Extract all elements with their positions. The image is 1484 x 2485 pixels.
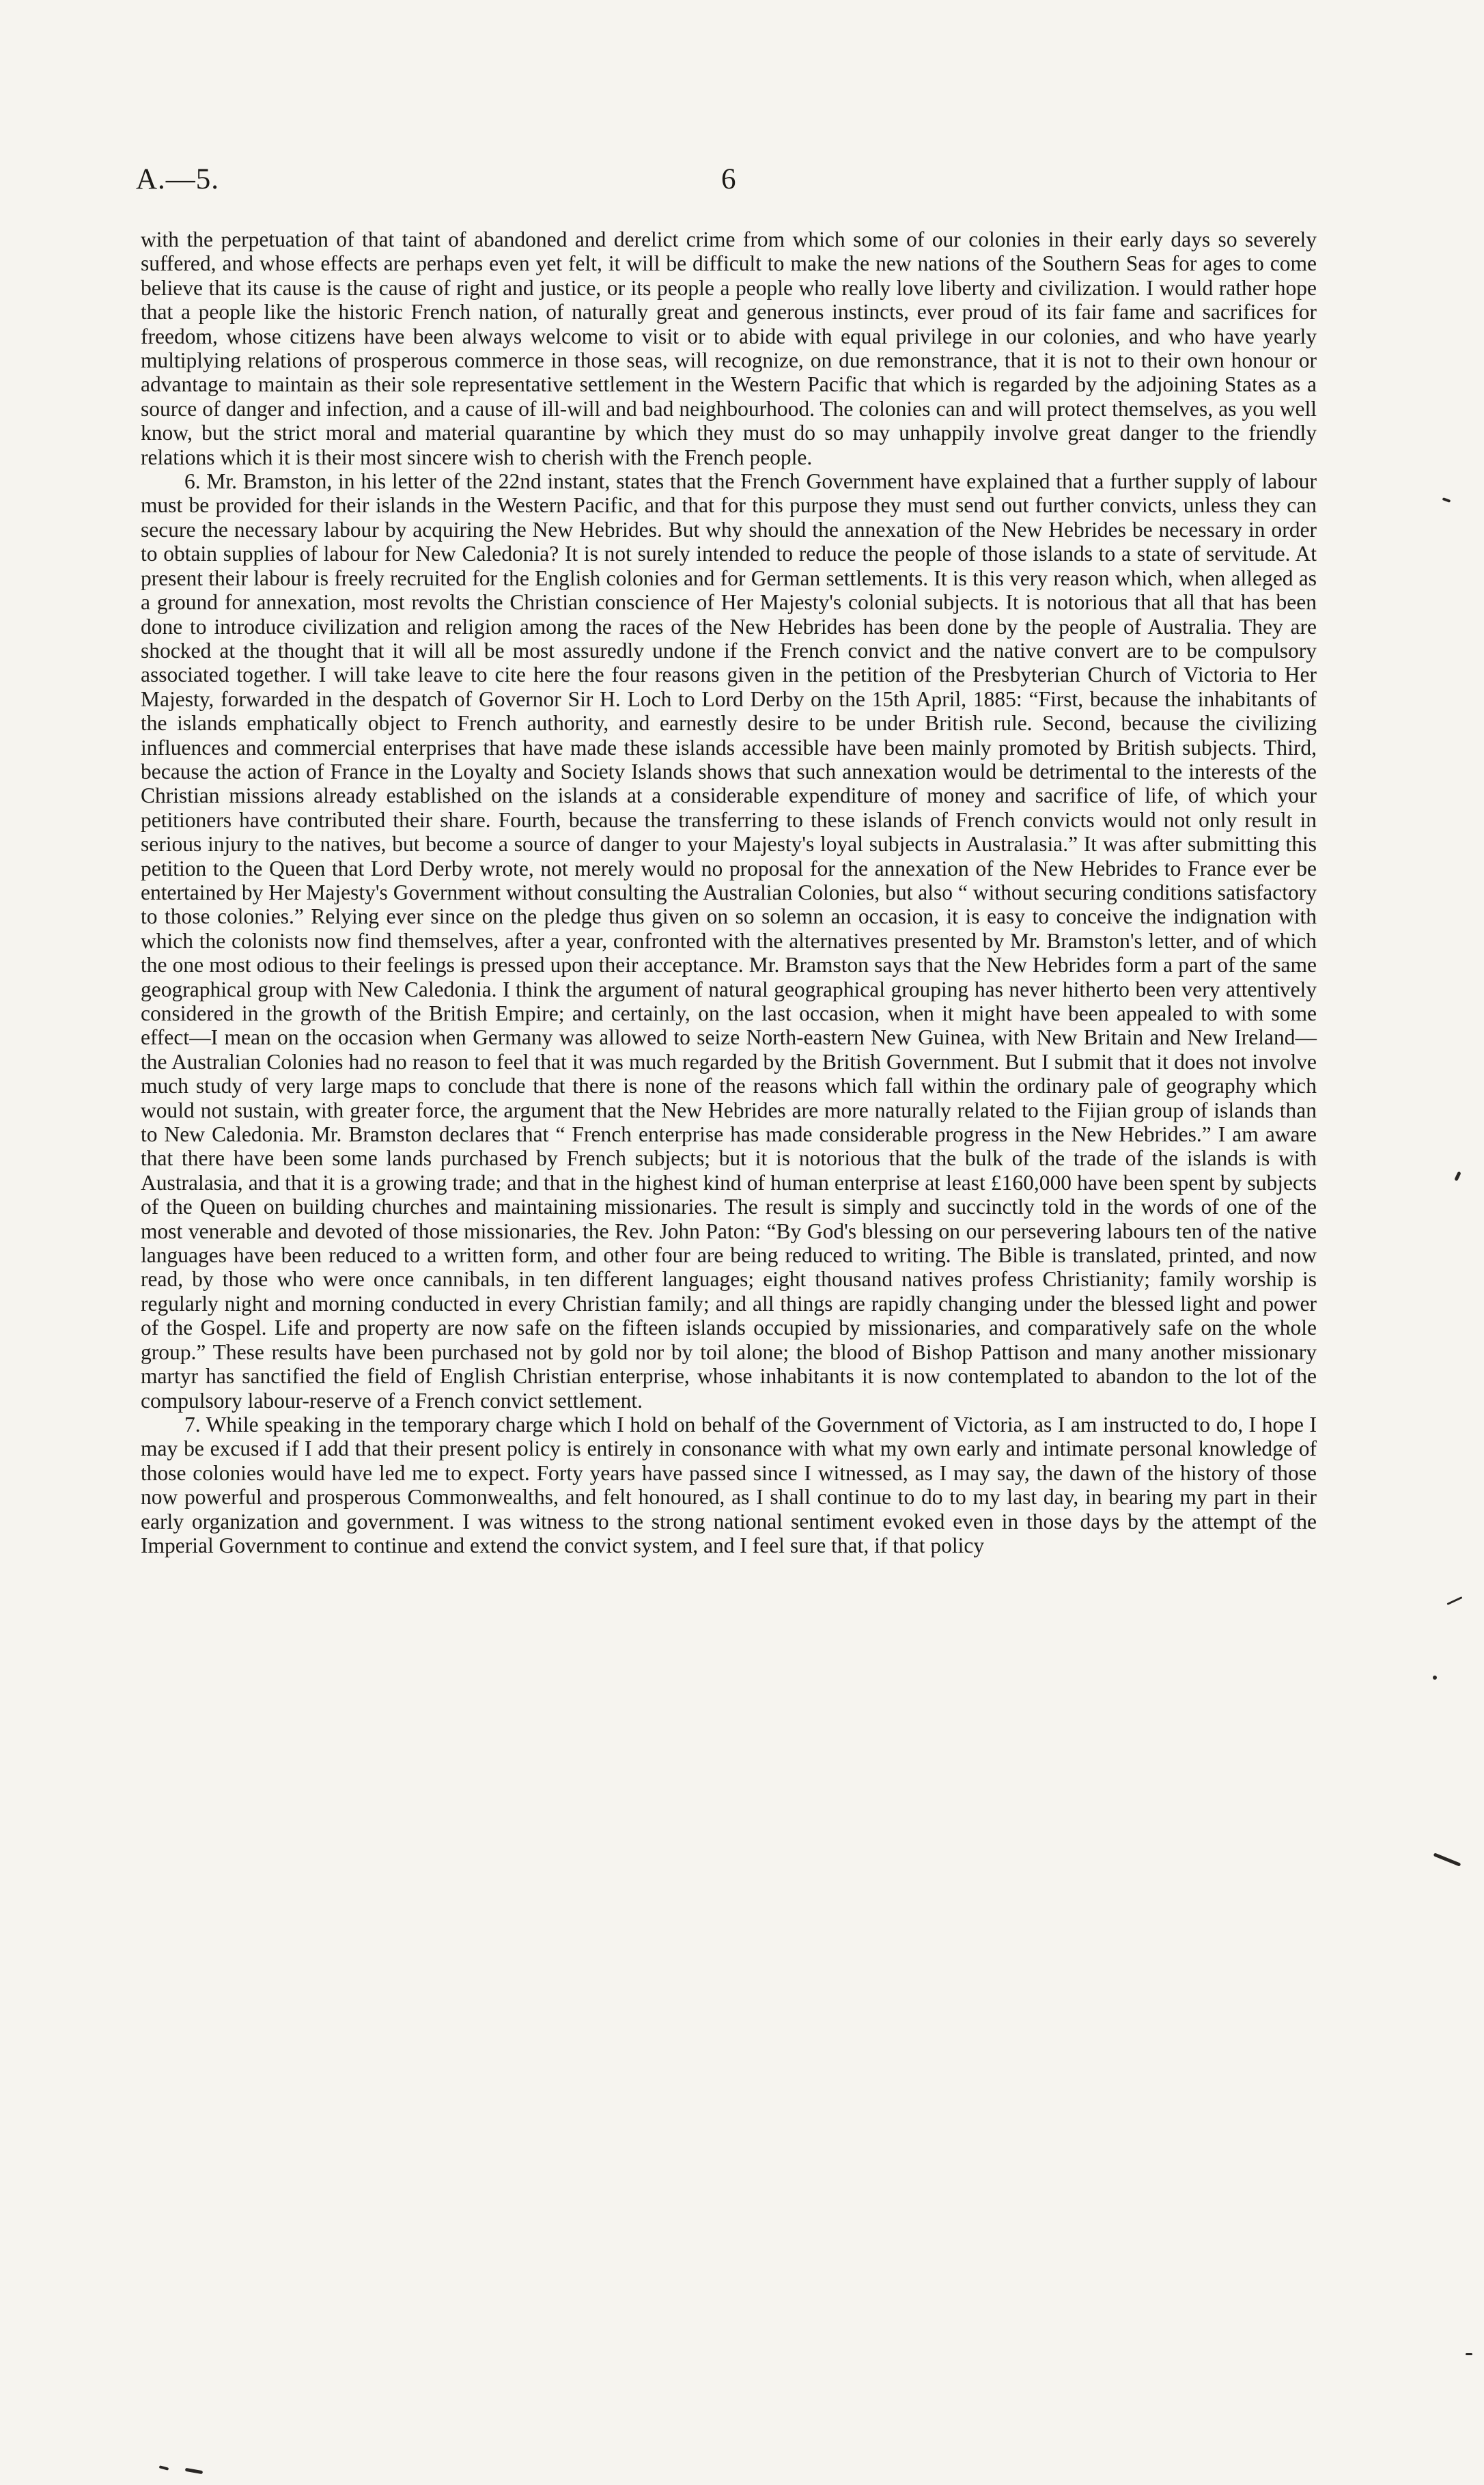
document-reference: A.—5. [136,163,220,195]
page-header [136,163,1348,210]
scan-mark [1446,1596,1462,1605]
scan-mark [1433,1676,1437,1680]
scan-mark [1442,497,1451,503]
body-text [141,227,1317,1557]
page-number: 6 [721,163,736,195]
paragraph-continuation: with the perpetuation of that taint of abandoned and derelict crime from which some of our colonies in their early days so severely suffered, and whose effects are perhaps even yet felt, it will be difficult to make the new nations of the Southern Seas for ages to come believe that its cause is the cause of right and justice, or its people a people who really love liberty and civilization. I would rather hope that a people like the historic French nation, of naturally great and generous instincts, ever proud of its fair fame and sacrifices for freedom, whose citizens have been always welcome to visit or to abide with equal privilege in our colonies, and who have yearly multiplying relations of prosperous commerce in those seas, will recognize, on due remonstrance, that it is not to their own honour or advantage to maintain as their sole representative settlement in the Western Pacific that which is regarded by the adjoining States as a source of danger and infection, and a cause of ill-will and bad neighbourhood. The colonies can and will protect themselves, as you well know, but the strict moral and material quarantine by which they must do so may unhappily involve great danger to the friendly relations which it is their most sincere wish to cherish with the French people. [141,227,1317,469]
scan-mark [185,2468,203,2474]
scan-mark [1433,1852,1461,1866]
paragraph-7: 7. While speaking in the temporary charge which I hold on behalf of the Government of Victoria, as I am instructed to do, I hope I may be excused if I add that their present policy is entirely in consonance with what my own early and intimate personal knowledge of those colonies would have led me to expect. Forty years have passed since I witnessed, as I may say, the dawn of the history of those now powerful and prosperous Commonwealths, and felt honoured, as I shall continue to do to my last day, in bearing my part in their early organization and government. I was witness to the strong national sentiment evoked even in those days by the attempt of the Imperial Government to continue and extend the convict system, and I feel sure that, if that policy [141,1412,1317,1557]
scan-mark [1466,2353,1472,2355]
scan-mark [159,2465,169,2470]
scan-mark [1454,1171,1461,1182]
paragraph-6: 6. Mr. Bramston, in his letter of the 22nd instant, states that the French Government have explained that a further supply of labour must be provided for their islands in the Western Pacific, and that for this purpose they must send out further convicts, unless they can secure the necessary labour by acquiring the New Hebrides. But why should the annexation of the New Hebrides be necessary in order to obtain supplies of labour for New Caledonia? It is not surely intended to reduce the people of those islands to a state of servitude. At present their labour is freely recruited for the English colonies and for German settlements. It is this very reason which, when alleged as a ground for annexation, most revolts the Christian conscience of Her Majesty's colonial subjects. It is notorious that all that has been done to introduce civilization and religion among the races of the New Hebrides has been done by the people of Australia. They are shocked at the thought that it will all be most assuredly undone if the French convict and the native convert are to be compulsory associated together. I will take leave to cite here the four reasons given in the petition of the Presbyterian Church of Victoria to Her Majesty, forwarded in the despatch of Governor Sir H. Loch to Lord Derby on the 15th April, 1885: “First, because the inhabitants of the islands emphatically object to French authority, and earnestly desire to be under British rule. Second, because the civilizing influences and commercial enterprises that have made these islands accessible have been mainly promoted by British subjects. Third, because the action of France in the Loyalty and Society Islands shows that such annexation would be detrimental to the interests of the Christian missions already established on the islands at a considerable expenditure of money and sacrifice of life, of which your petitioners have contributed their share. Fourth, because the transferring to these islands of French convicts would not only result in serious injury to the natives, but become a source of danger to your Majesty's loyal subjects in Australasia.” It was after submitting this petition to the Queen that Lord Derby wrote, not merely would no proposal for the annexation of the New Hebrides to France ever be entertained by Her Majesty's Government without consulting the Australian Colonies, but also “ without securing conditions satisfactory to those colonies.” Relying ever since on the pledge thus given on so solemn an occasion, it is easy to conceive the indignation with which the colonists now find themselves, after a year, confronted with the alternatives presented by Mr. Bramston's letter, and of which the one most odious to their feelings is pressed upon their acceptance. Mr. Bramston says that the New Hebrides form a part of the same geographical group with New Caledonia. I think the argument of natural geographical grouping has never hitherto been very attentively considered in the growth of the British Empire; and certainly, on the last occasion, when it might have been appealed to with some effect—I mean on the occasion when Germany was allowed to seize North-eastern New Guinea, with New Britain and New Ireland—the Australian Colonies had no reason to feel that it was much regarded by the British Government. But I submit that it does not involve much study of very large maps to conclude that there is none of the reasons which fall within the ordinary pale of geography which would not sustain, with greater force, the argument that the New Hebrides are more naturally related to the Fijian group of islands than to New Caledonia. Mr. Bramston declares that “ French enterprise has made considerable progress in the New Hebrides.” I am aware that there have been some lands purchased by French subjects; but it is notorious that the bulk of the trade of the islands is with Australasia, and that it is a growing trade; and that in the highest kind of human enterprise at least £160,000 have been spent by subjects of the Queen on building churches and maintaining missionaries. The result is simply and succinctly told in the words of one of the most venerable and devoted of those missionaries, the Rev. John Paton: “By God's blessing on our persevering labours ten of the native languages have been reduced to a written form, and other four are being reduced to writing. The Bible is translated, printed, and now read, by those who were once cannibals, in ten different languages; eight thousand natives profess Christianity; family worship is regularly night and morning conducted in every Christian family; and all things are rapidly changing under the blessed light and power of the Gospel. Life and property are now safe on the fifteen islands occupied by missionaries, and comparatively safe on the whole group.” These results have been purchased not by gold nor by toil alone; the blood of Bishop Pattison and many another missionary martyr has sanctified the field of English Christian enterprise, whose inhabitants it is now contemplated to abandon to the lot of the compulsory labour-reserve of a French convict settlement. [141,469,1317,1413]
